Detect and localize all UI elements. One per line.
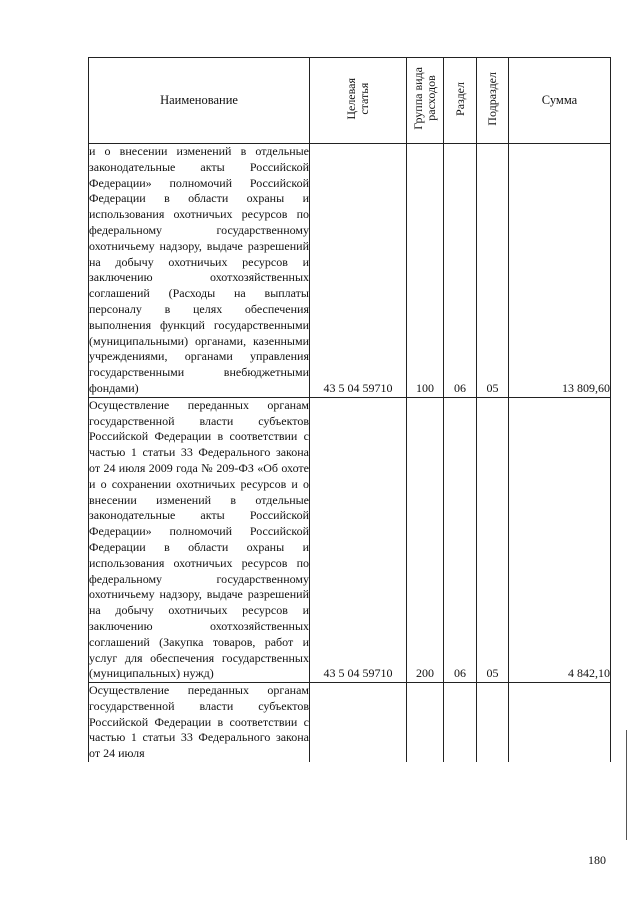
row-sum: 13 809,60 xyxy=(509,144,611,398)
page-number: 180 xyxy=(588,853,606,867)
row-subsection xyxy=(477,683,509,762)
table-row xyxy=(89,144,611,398)
header-expense-group: Группа вида расходов xyxy=(407,58,444,144)
scan-artifact-line xyxy=(626,730,627,840)
header-target-article: Целевая статья xyxy=(310,58,407,144)
table-header-row xyxy=(89,58,611,144)
row-target-article: 43 5 04 59710 xyxy=(310,144,407,398)
row-target-article xyxy=(310,683,407,762)
header-sum: Сумма xyxy=(509,58,611,144)
row-section: 06 xyxy=(444,144,477,398)
row-expense-group: 200 xyxy=(407,397,444,682)
table-row xyxy=(89,683,611,762)
row-subsection: 05 xyxy=(477,144,509,398)
row-subsection: 05 xyxy=(477,397,509,682)
row-name: и о внесении изменений в отдельные законодательные акты Российской Федерации» полномочий Российской Федерации в области охраны и использования охотничьих ресурсов по федеральному государственному охотничьему надзору, выдаче разрешений на добычу охотничьих ресурсов и заключению охотхозяйственных соглашений (Расходы на выплаты персоналу в целях обеспечения выполнения функций государственными (муниципальными) органами, казенными учреждениями, органами управления государственными внебюджетными фондами) xyxy=(89,144,310,398)
row-name: Осуществление переданных органам государственной власти субъектов Российской Федерации в соответствии с частью 1 статьи 33 Федерального закона от 24 июля 2009 года № 209-ФЗ «Об охоте и о сохранении охотничьих ресурсов и о внесении изменений в отдельные законодательные акты Российской Федерации» полномочий Российской Федерации в области охраны и использования охотничьих ресурсов по федеральному государственному охотничьему надзору, выдаче разрешений на добычу охотничьих ресурсов и заключению охотхозяйственных соглашений (Закупка товаров, работ и услуг для обеспечения государственных (муниципальных) нужд) xyxy=(89,397,310,682)
header-subsection: Подраздел xyxy=(477,58,509,144)
budget-table xyxy=(88,57,611,762)
table-row xyxy=(89,397,611,682)
row-section: 06 xyxy=(444,397,477,682)
row-section xyxy=(444,683,477,762)
row-expense-group xyxy=(407,683,444,762)
row-name: Осуществление переданных органам государственной власти субъектов Российской Федерации в соответствии с частью 1 статьи 33 Федерального закона от 24 июля xyxy=(89,683,309,761)
row-sum xyxy=(509,683,611,762)
row-sum: 4 842,10 xyxy=(509,397,611,682)
header-name: Наименование xyxy=(89,58,310,144)
row-target-article: 43 5 04 59710 xyxy=(310,397,407,682)
row-expense-group: 100 xyxy=(407,144,444,398)
header-section: Раздел xyxy=(444,58,477,144)
